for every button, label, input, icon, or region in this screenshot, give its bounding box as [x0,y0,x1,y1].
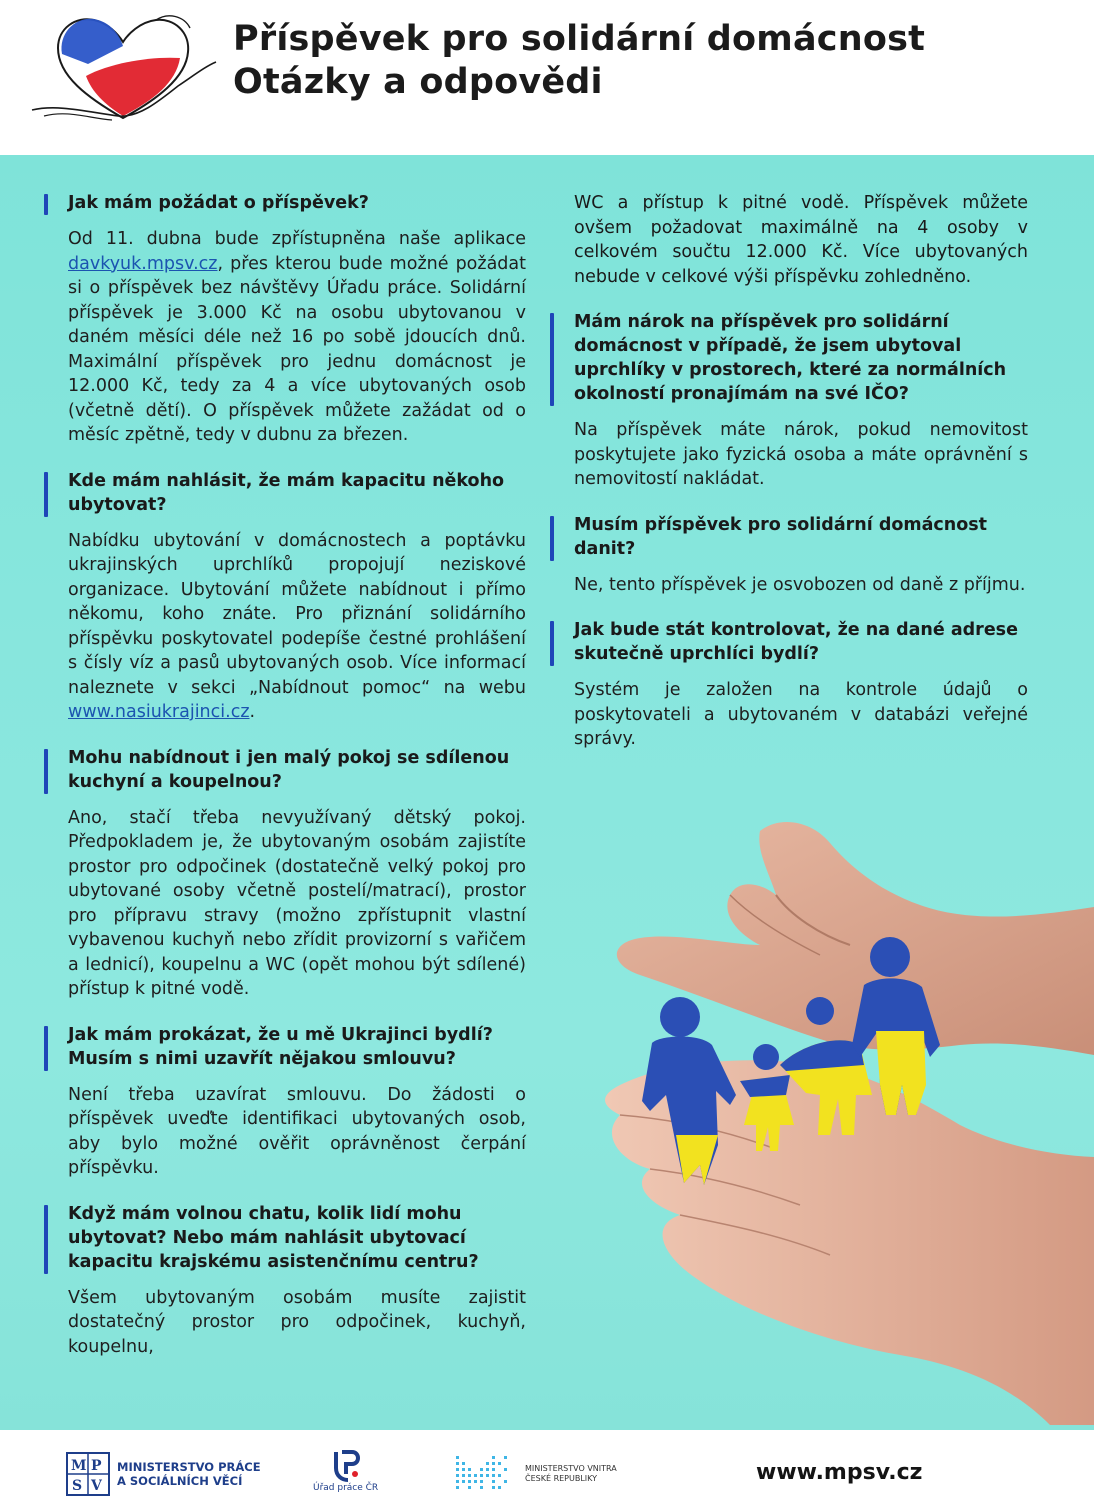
faq-question: Mohu nabídnout i jen malý pokoj se sdílenou kuchyní a koupelnou? [44,746,526,794]
faq-answer: Ano, stačí třeba nevyužívaný dětský pokoj. Předpokladem je, že ubytovaným osobám zajistíte prostor pro odpočinek (dostatečně velký pokoj pro ubytované osoby včetně postelí/matrací), prostor pro přípravu stravy (možno zpřístupnit vlastní vybavenou kuchyň nebo zřídit provizorní s vařičem a lednicí), koupelnu a WC (opět mohou být sdílené) přístup k pitné vodě. [68,807,526,999]
page-header [0,0,1094,155]
mpsv-logo-icon [66,1452,110,1496]
page-footer [0,1430,1094,1500]
faq-question: Jak mám požádat o příspěvek? [44,191,526,215]
svg-text:M: M [71,1458,87,1474]
faq-answer: Systém je založen na kontrole údajů o poskytovateli a ubytovaném v databázi veřejné správy. [574,680,1028,749]
faq-item [44,746,526,1002]
faq-item [44,469,526,725]
urad-prace-label: Úřad práce ČR [313,1483,379,1493]
faq-answer: Všem ubytovaným osobám musíte zajistit dostatečný prostor pro odpočinek, kuchyň, koupelnu, [68,1287,526,1357]
mpsv-name [117,1460,261,1488]
faq-question: Jak bude stát kontrolovat, že na dané adrese skutečně uprchlíci bydlí? [550,618,1028,666]
faq-answer: Není třeba uzavírat smlouvu. Do žádosti o příspěvek uveďte identifikaci ubytovaných osob, aby bylo možné ověřit oprávněnost čerpání příspěvku. [68,1084,526,1178]
faq-question: Kde mám nahlásit, že mám kapacitu někoho ubytovat? [44,469,526,517]
svg-text:P: P [91,1458,102,1474]
ministerstvo-vnitra-name [525,1464,617,1484]
mv-line-1: MINISTERSTVO VNITRA [525,1464,617,1473]
faq-item [44,1202,526,1360]
faq-answer [44,529,526,725]
faq-question: Když mám volnou chatu, kolik lidí mohu ubytovat? Nebo mám nahlásit ubytovací kapacitu krajskému asistenčnímu centru? [44,1202,526,1274]
urad-prace-logo-icon [330,1450,364,1482]
faq-item [44,1023,526,1181]
faq-answer [44,227,526,448]
answer-text: Nabídku ubytování v domácnostech a poptávku ukrajinských uprchlíků propojují neziskové organizace. Ubytování můžete nabídnout i přímo někomu, koho znáte. Pro přiznání solidárního příspěvku poskytovatel podepíše čestné prohlášení s čísly víz a pasů ubytovaných osob. Více informací naleznete v sekci „Nabídnout pomoc“ na webu [68,530,526,698]
faq-question: Jak mám prokázat, že u mě Ukrajinci bydlí? Musím s nimi uzavřít nějakou smlouvu? [44,1023,526,1071]
heart-flag-logo-icon [28,6,218,136]
faq-question: Musím příspěvek pro solidární domácnost danit? [550,513,1028,561]
website-url[interactable]: www.mpsv.cz [756,1460,923,1485]
faq-left-column [44,191,526,1380]
ministerstvo-vnitra-logo-icon [456,1452,518,1492]
faq-question: Mám nárok na příspěvek pro solidární domácnost v případě, že jsem ubytoval uprchlíky v prostorech, které za normálních okolností pronajímám na své IČO? [550,310,1028,406]
title-line-2: Otázky a odpovědi [233,62,603,102]
faq-item [550,310,1028,492]
hands-family-illustration [580,795,1094,1425]
faq-item [550,513,1028,598]
faq-answer: Na příspěvek máte nárok, pokud nemovitost poskytujete jako fyzická osoba a máte oprávnění s nemovitostí nakládat. [574,420,1028,489]
faq-answer: Ne, tento příspěvek je osvobozen od daně z příjmu. [574,574,1026,595]
faq-right-column [550,191,1028,773]
svg-text:S: S [72,1478,83,1494]
faq-answer-continuation: WC a přístup k pitné vodě. Příspěvek můžete ovšem požadovat maximálně na 4 osoby v celkovém součtu 12.000 Kč. Více ubytovaných nebude v celkové výši příspěvku zohledněno. [574,193,1028,287]
faq-body [0,155,1094,1430]
mpsv-line-2: A SOCIÁLNÍCH VĚCÍ [117,1474,243,1488]
answer-text: , přes kterou bude možné požádat si o příspěvek bez návštěvy Úřadu práce. Solidární příspěvek je 3.000 Kč na osobu ubytovanou v daném měsíci déle než 16 po sobě jdoucích dnů. Maximální příspěvek pro jednu domácnost je 12.000 Kč, tedy za 4 a více ubytovaných osob (včetně dětí). O příspěvek můžete zažádat od o měsíc zpětně, tedy v dubnu za březen. [68,253,526,445]
answer-text: . [249,702,256,722]
answer-text: Od 11. dubna bude zpřístupněna naše aplikace [68,229,526,249]
faq-item [550,618,1028,752]
page-title [233,18,925,104]
mv-line-2: ČESKÉ REPUBLIKY [525,1474,598,1483]
nasiukrajinci-link[interactable]: www.nasiukrajinci.cz [68,702,250,722]
faq-item [44,191,526,448]
mpsv-line-1: MINISTERSTVO PRÁCE [117,1460,261,1474]
svg-text:V: V [91,1478,102,1494]
davkyuk-link[interactable]: davkyuk.mpsv.cz [68,253,218,274]
title-line-1: Příspěvek pro solidární domácnost [233,19,926,59]
